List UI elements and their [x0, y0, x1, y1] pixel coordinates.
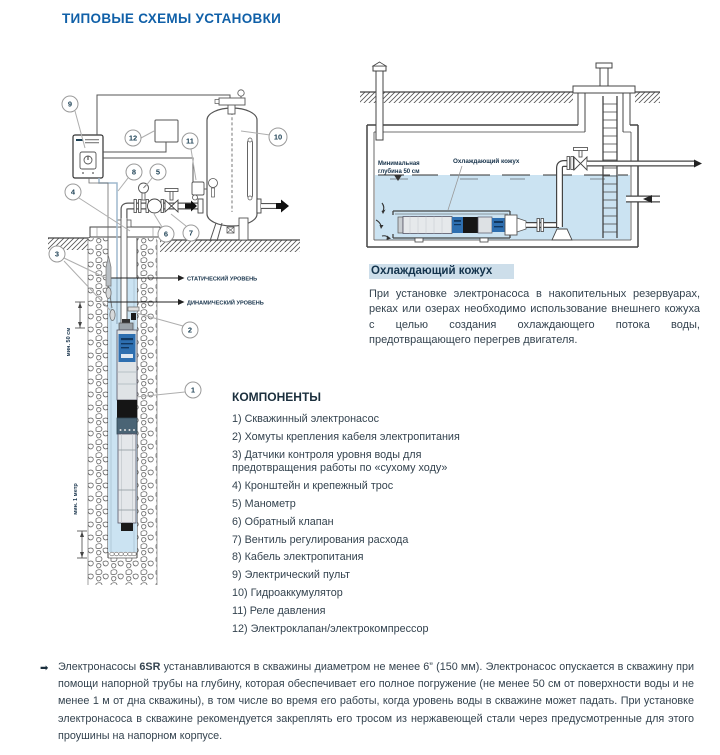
- callout-6-num: 6: [163, 229, 169, 239]
- static-level-label: СТАТИЧЕСКИЙ УРОВЕНЬ: [187, 276, 258, 283]
- component-item: 10) Гидроаккумулятор: [232, 587, 343, 600]
- callout-1: [185, 382, 201, 398]
- reservoir-installation-diagram: [360, 62, 705, 252]
- submersible-pump: [117, 319, 137, 531]
- ground-surface: [360, 92, 660, 103]
- check-valve: [148, 199, 162, 213]
- footnote-rest: устанавливаются в скважины диаметром не менее 6” (150 мм). Электронасос опускается в скважину при помощи напорной трубы на глубину, которая обеспечивает его полное погружение (не менее 50 см от поверхности воды и не менее 1 м от дна скважины), в том числе во время его работы, когда уровень воды в скважине может падать. При установке электронасоса в скважине рекомендуется закреплять его тросом из нержавеющей стали через предусмотренные для этого проушины на напорном корпусе.: [58, 661, 695, 742]
- callout-3-num: 3: [54, 249, 60, 259]
- components-section: [232, 390, 488, 641]
- page-title: ТИПОВЫЕ СХЕМЫ УСТАНОВКИ: [62, 11, 282, 26]
- solenoid-box: [155, 120, 178, 142]
- ground-surface: [48, 238, 300, 252]
- callout-9: [62, 96, 78, 112]
- cooling-jacket-label: Охлаждающий кожух: [453, 158, 520, 165]
- pressure-gauge: [139, 183, 149, 200]
- callout-9-num: 9: [67, 99, 73, 109]
- callout-8-num: 8: [131, 167, 137, 177]
- arrow-bullet-icon: ➡: [40, 663, 49, 674]
- well-bottom-gravel: [108, 552, 137, 558]
- min-50cm-label: мин. 50 см: [66, 327, 72, 357]
- pressure-switch: [192, 182, 207, 200]
- callout-2: [182, 322, 198, 338]
- callout-11-num: 11: [186, 136, 194, 146]
- component-item: 4) Кронштейн и крепежный трос: [232, 479, 394, 492]
- cooling-section-body: При установке электронасоса в накопительных резервуарах, реках или озерах необходимо использование внешнего кожуха с целью создания охлаждающего потока воды, предотвращающего перегрев двигателя.: [369, 288, 700, 347]
- access-hatch: [573, 63, 635, 93]
- callout-6: [158, 226, 174, 242]
- tank-outlet: [257, 199, 289, 213]
- callout-7-num: 7: [188, 228, 194, 238]
- components-heading: КОМПОНЕНТЫ: [232, 390, 322, 404]
- component-item: 8) Кабель электропитания: [232, 551, 364, 564]
- footnote-model: 6SR: [139, 661, 161, 673]
- callout-12-num: 12: [128, 133, 138, 143]
- callout-2-num: 2: [187, 325, 193, 335]
- component-item: 9) Электрический пульт: [232, 569, 350, 582]
- component-item: 3) Датчики контроля уровня воды для предотвращения работы по «сухому ходу»: [232, 448, 448, 474]
- callout-1-num: 1: [190, 385, 196, 395]
- control-panel: [73, 135, 103, 178]
- tank-inlet-flange: [198, 199, 203, 213]
- flow-arrow-in: [185, 201, 197, 212]
- callout-3: [49, 246, 65, 262]
- callout-5: [150, 164, 166, 180]
- callout-8: [126, 164, 142, 180]
- component-item: 12) Электроклапан/электрокомпрессор: [232, 623, 429, 636]
- min-depth-line2: глубина 50 см: [378, 169, 420, 175]
- callout-5-num: 5: [155, 167, 161, 177]
- cooling-section-heading: Охлаждающий кожух: [369, 264, 514, 279]
- callout-12: [125, 130, 141, 146]
- callout-10: [269, 128, 287, 146]
- callout-7: [183, 225, 199, 241]
- dim-min-1m: [73, 483, 87, 558]
- horizontal-pump: [398, 215, 526, 235]
- component-item: 1) Скважинный электронасос: [232, 413, 379, 425]
- min-depth-line1: Минимальная: [378, 161, 420, 167]
- inlet-pipe: [626, 195, 660, 203]
- callout-10-num: 10: [273, 132, 283, 142]
- callout-4: [65, 184, 81, 200]
- dim-min-50cm: [66, 302, 85, 356]
- component-item: 11) Реле давления: [232, 605, 326, 618]
- component-item: 2) Хомуты крепления кабеля электропитания: [232, 430, 460, 443]
- footnote: [40, 659, 694, 745]
- footnote-lead: Электронасосы: [58, 661, 140, 673]
- component-item: 6) Обратный клапан: [232, 515, 334, 528]
- component-item: 7) Вентиль регулирования расхода: [232, 533, 409, 546]
- min-1m-label: мин. 1 метр: [73, 483, 79, 515]
- component-item: 5) Манометр: [232, 497, 296, 510]
- callout-11: [182, 133, 198, 149]
- footnote-text: [58, 659, 694, 745]
- pressure-tank: [207, 90, 257, 241]
- dynamic-level-label: ДИНАМИЧЕСКИЙ УРОВЕНЬ: [187, 300, 264, 307]
- callout-4-num: 4: [70, 187, 76, 197]
